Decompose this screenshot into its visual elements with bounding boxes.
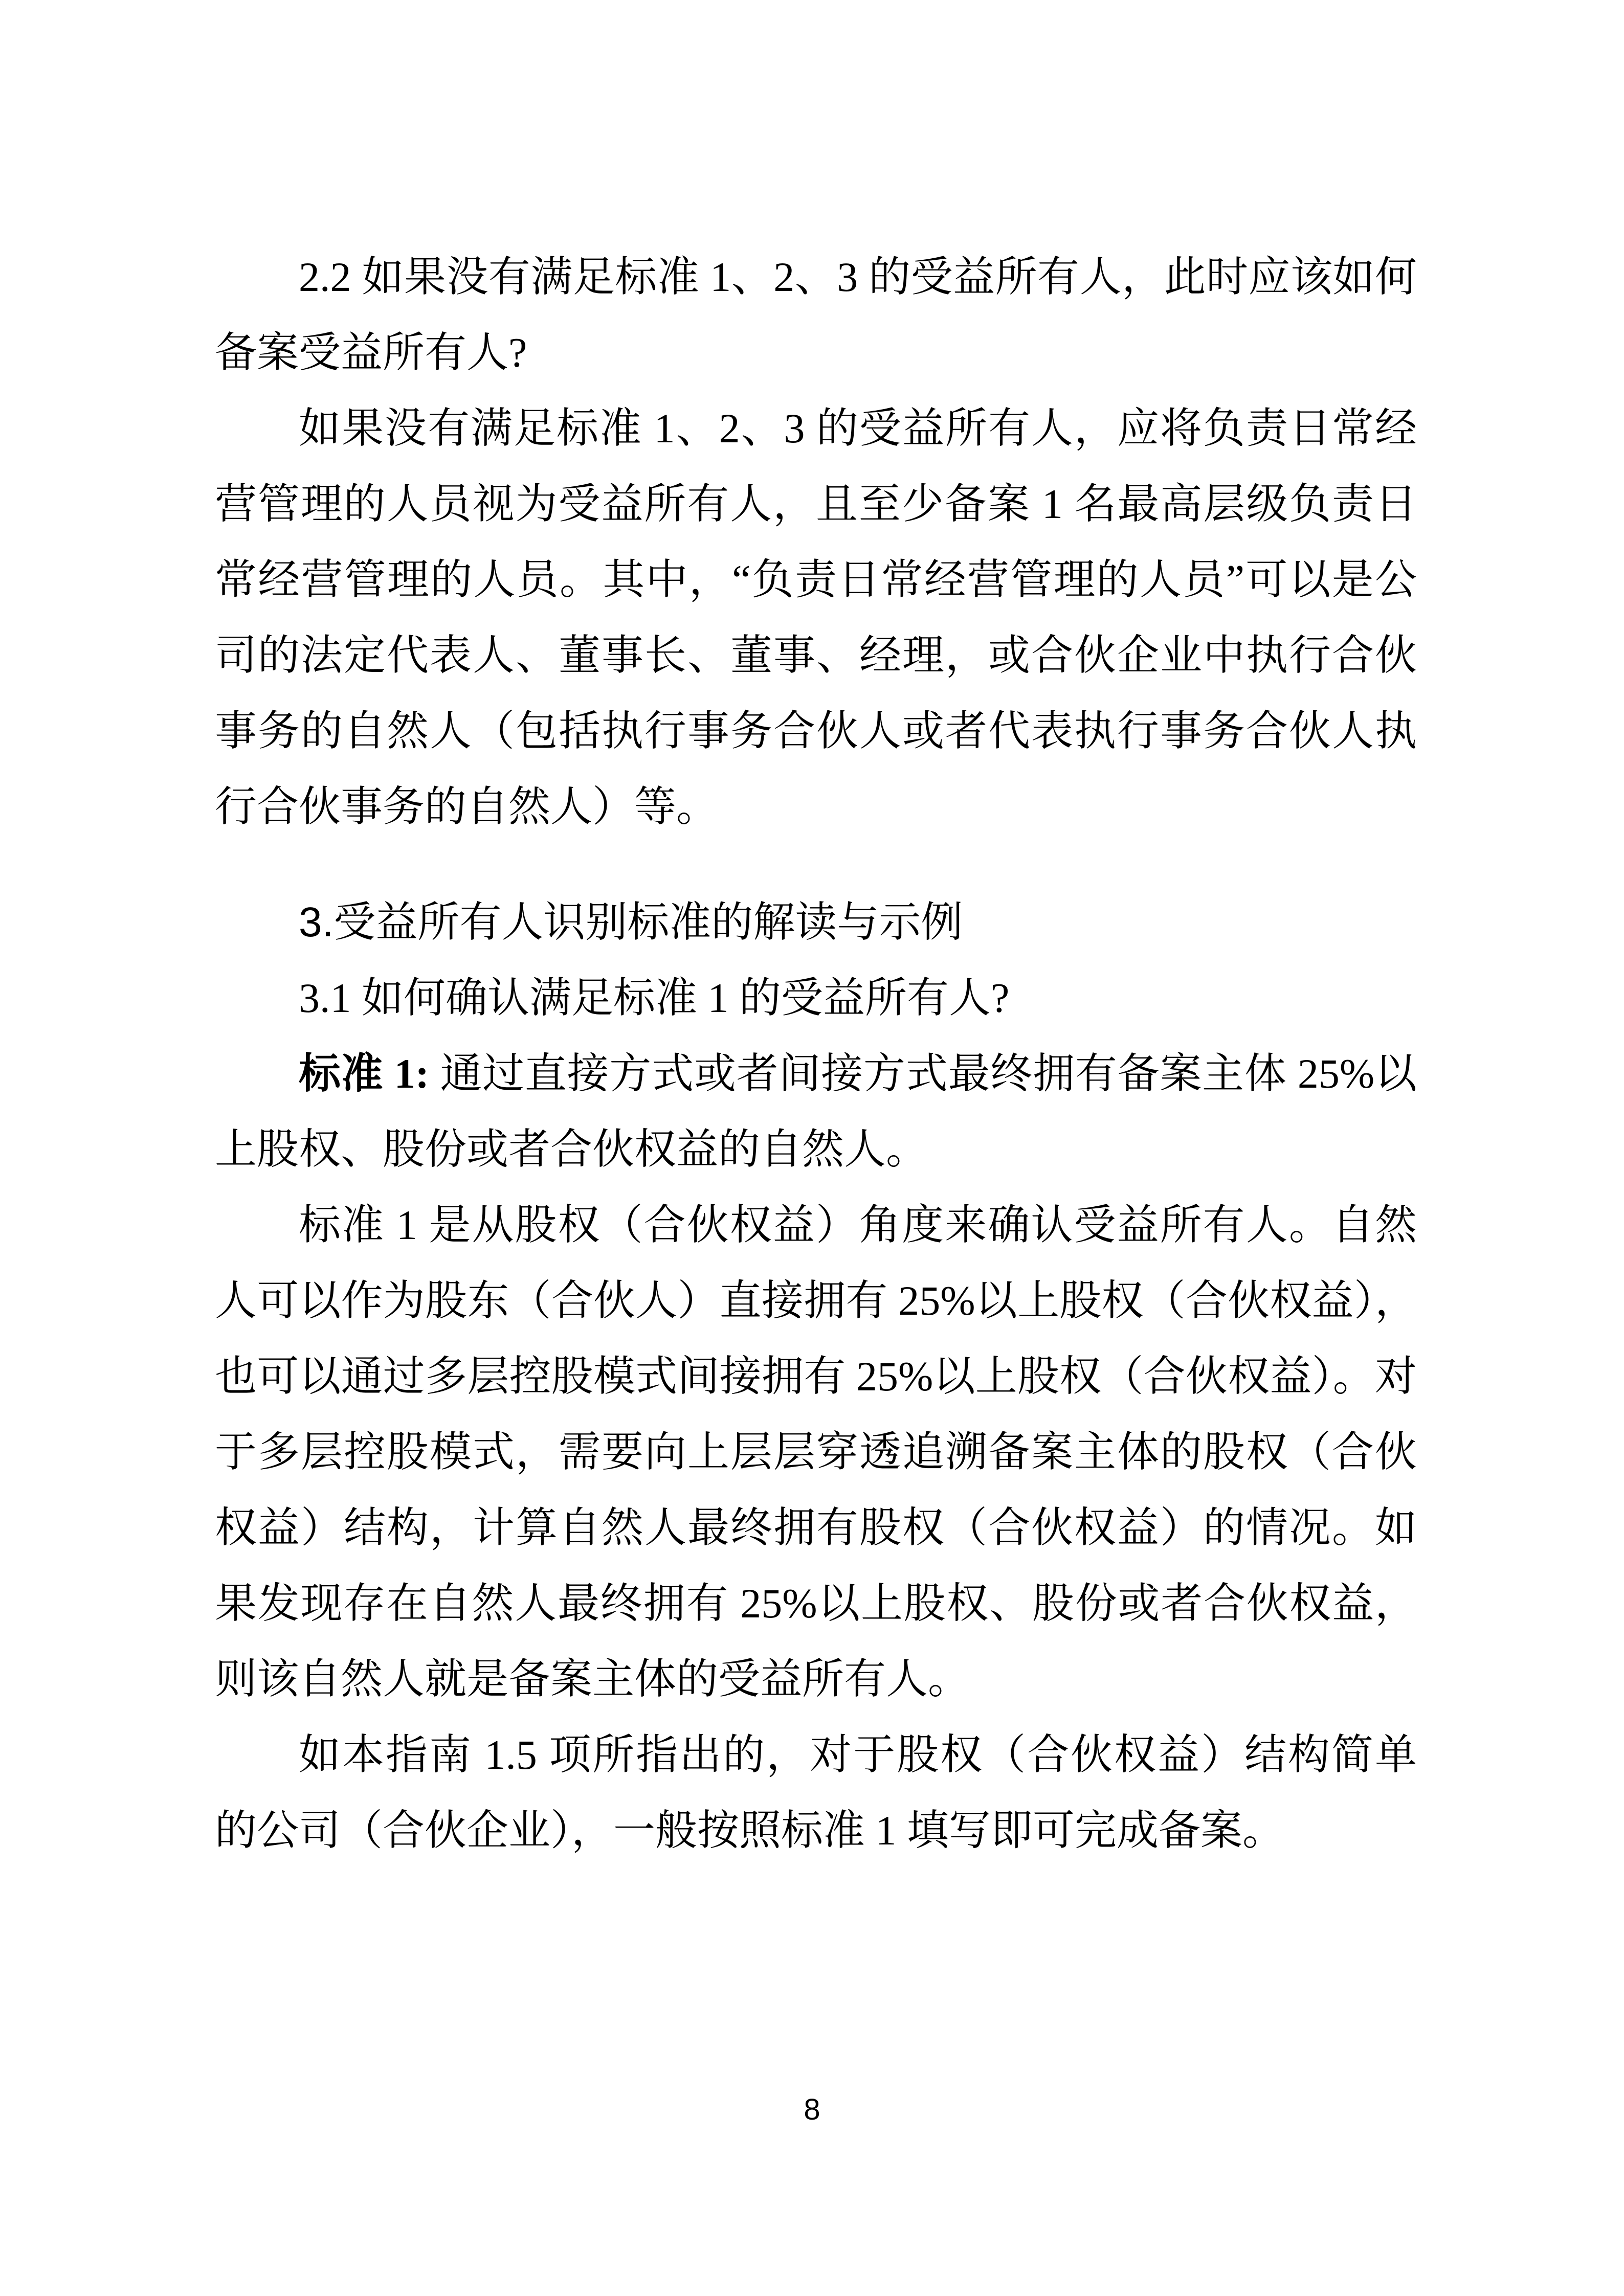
page-content	[215, 239, 1417, 1869]
page-footer	[0, 2094, 1624, 2126]
paragraph-no-standard: 如果没有满足标准 1、2、3 的受益所有人，应将负责日常经营管理的人员视为受益所有人，且至少备案 1 名最高层级负责日常经营管理的人员。其中，“负责日常经营管理的人员”可以是公司的法定代表人、董事长、董事、经理，或合伙企业中执行合伙事务的自然人（包括执行事务合伙人或者代表执行事务合伙人执行合伙事务的自然人）等。	[215, 405, 1417, 830]
heading-2-2: 2.2 如果没有满足标准 1、2、3 的受益所有人，此时应该如何备案受益所有人?	[215, 254, 1417, 376]
heading-3: 3.受益所有人识别标准的解读与示例	[299, 899, 963, 946]
paragraph-standard-1-explain: 标准 1 是从股权（合伙权益）角度来确认受益所有人。自然人可以作为股东（合伙人）直接拥有 25%以上股权（合伙权益），也可以通过多层控股模式间接拥有 25%以上股权（合伙权益）。对于多层控股模式，需要向上层层穿透追溯备案主体的股权（合伙权益）结构，计算自然人最终拥有股权（合伙权益）的情况。如果发现存在自然人最终拥有 25%以上股权、股份或者合伙权益，则该自然人就是备案主体的受益所有人。	[215, 1202, 1417, 1702]
paragraph-guide-note: 如本指南 1.5 项所指出的，对于股权（合伙权益）结构简单的公司（合伙企业），一般按照标准 1 填写即可完成备案。	[215, 1731, 1417, 1854]
heading-3-1: 3.1 如何确认满足标准 1 的受益所有人?	[299, 975, 1010, 1021]
paragraph-standard-1	[215, 1036, 1417, 1187]
standard-1-label: 标准 1:	[299, 1050, 430, 1097]
standard-1-text: 通过直接方式或者间接方式最终拥有备案主体 25%以上股权、股份或者合伙权益的自然人。	[215, 1050, 1417, 1173]
page-number: 8	[804, 2093, 820, 2126]
